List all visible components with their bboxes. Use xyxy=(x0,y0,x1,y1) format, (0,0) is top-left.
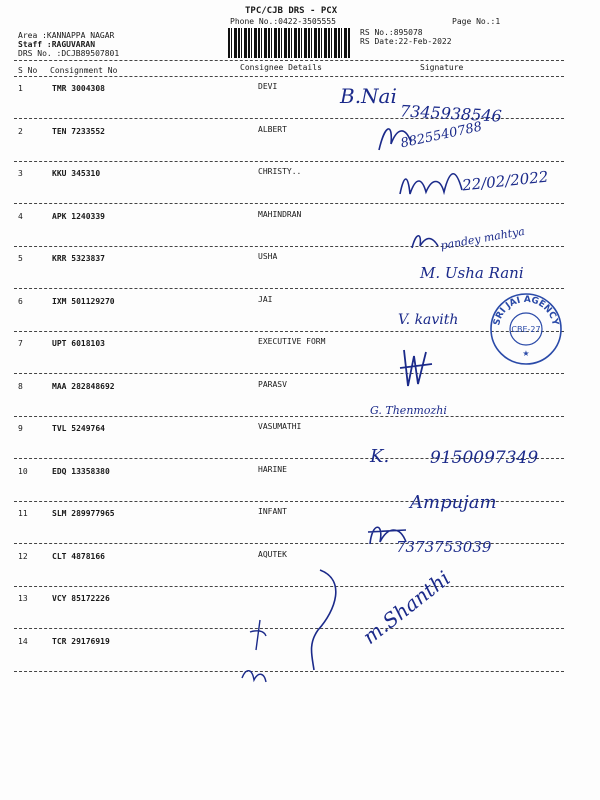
row-consignment: TMR 3004308 xyxy=(52,84,105,93)
row-sno: 2 xyxy=(18,127,23,136)
stamp-agency: SRI JAI AGENCY xyxy=(492,294,560,327)
rs-number: RS No.:895078 xyxy=(360,28,423,37)
row-sno: 7 xyxy=(18,339,23,348)
row-consignee: HARINE xyxy=(258,465,287,474)
signature-r3-scribble xyxy=(396,164,466,204)
row-consignment: MAA 282848692 xyxy=(52,382,115,391)
drs-number: DRS No. :DCJB89507801 xyxy=(18,49,120,58)
row-sno: 5 xyxy=(18,254,23,263)
header-rule-bottom xyxy=(14,76,564,77)
signature-r1-phone: 7345938546 xyxy=(399,101,503,126)
col-header-consignment: Consignment No xyxy=(50,66,118,75)
staff-field: Staff :RAGUVARAN xyxy=(18,40,96,49)
barcode xyxy=(228,28,350,58)
row-sno: 10 xyxy=(18,467,28,476)
row-consignee: AQUTEK xyxy=(258,550,287,559)
row-consignee: ALBERT xyxy=(258,125,287,134)
signature-r5-name: M. Usha Rani xyxy=(420,264,524,282)
area-field: Area :KANNAPPA NAGAR xyxy=(18,31,115,40)
row-sno: 11 xyxy=(18,509,28,518)
row-sno: 1 xyxy=(18,84,23,93)
signature-r1-name: B.Nai xyxy=(340,84,397,108)
row-consignment: TEN 7233552 xyxy=(52,127,105,136)
row-sno: 8 xyxy=(18,382,23,391)
signature-r13-name: m.Shanthi xyxy=(358,565,455,649)
signature-r8-name: G. Thenmozhi xyxy=(370,404,447,417)
row-sno: 9 xyxy=(18,424,23,433)
row-consignee: PARASV xyxy=(258,380,287,389)
signature-r12-scribble xyxy=(236,560,356,690)
row-divider xyxy=(14,288,564,289)
signature-r3-date: 22/02/2022 xyxy=(461,167,550,195)
row-divider xyxy=(14,203,564,204)
row-consignment: CLT 4878166 xyxy=(52,552,105,561)
signature-r9-initial: K. xyxy=(370,446,390,467)
row-consignee: CHRISTY.. xyxy=(258,167,302,176)
row-consignment: IXM 501129270 xyxy=(52,297,115,306)
row-consignee: JAI xyxy=(258,295,273,304)
row-divider xyxy=(14,373,564,374)
row-sno: 6 xyxy=(18,297,23,306)
signature-r11-phone: 7373753039 xyxy=(396,538,492,556)
col-header-signature: Signature xyxy=(420,63,464,72)
svg-text:SRI JAI AGENCY xyxy=(492,295,560,327)
row-sno: 13 xyxy=(18,594,28,603)
signature-r4-note: pandey mahtya xyxy=(439,224,526,253)
row-consignee: VASUMATHI xyxy=(258,422,302,431)
signature-r10-name: Ampujam xyxy=(410,492,497,513)
row-sno: 3 xyxy=(18,169,23,178)
header-rule-top xyxy=(14,60,564,61)
row-sno: 4 xyxy=(18,212,23,221)
signature-r6-name: V. kavith xyxy=(398,312,459,328)
row-consignee: USHA xyxy=(258,252,278,261)
row-divider xyxy=(14,161,564,162)
row-consignment: TCR 29176919 xyxy=(52,637,110,646)
row-consignment: EDQ 13358380 xyxy=(52,467,110,476)
row-consignment: TVL 5249764 xyxy=(52,424,105,433)
row-consignee: DEVI xyxy=(258,82,278,91)
signature-r7-scribble xyxy=(398,346,434,390)
row-consignment: VCY 85172226 xyxy=(52,594,110,603)
stamp-star: ★ xyxy=(522,349,530,358)
row-sno: 14 xyxy=(18,637,28,646)
stamp-code: CBE-27 xyxy=(511,325,541,334)
signature-r9-phone: 9150097349 xyxy=(430,448,539,468)
col-header-sno: S No xyxy=(18,66,38,75)
signature-r4-scribble xyxy=(410,230,440,254)
row-consignee: INFANT xyxy=(258,507,287,516)
row-consignment: SLM 289977965 xyxy=(52,509,115,518)
agency-stamp xyxy=(489,292,563,366)
page-number: Page No.:1 xyxy=(452,17,501,26)
rs-date: RS Date:22-Feb-2022 xyxy=(360,37,452,46)
signature-r2-phone: 8825540788 xyxy=(399,119,484,152)
row-consignment: KRR 5323837 xyxy=(52,254,105,263)
sheet-title: TPC/CJB DRS - PCX xyxy=(245,6,338,16)
col-header-consignee: Consignee Details xyxy=(240,63,322,72)
row-consignment: APK 1240339 xyxy=(52,212,105,221)
row-sno: 12 xyxy=(18,552,28,561)
phone-number: Phone No.:0422-3505555 xyxy=(230,17,336,26)
row-consignment: KKU 345310 xyxy=(52,169,101,178)
row-divider xyxy=(14,416,564,417)
row-divider xyxy=(14,246,564,247)
row-divider xyxy=(14,331,564,332)
row-consignment: UPT 6018103 xyxy=(52,339,105,348)
row-consignee: EXECUTIVE FORM xyxy=(258,337,326,346)
row-consignee: MAHINDRAN xyxy=(258,210,302,219)
